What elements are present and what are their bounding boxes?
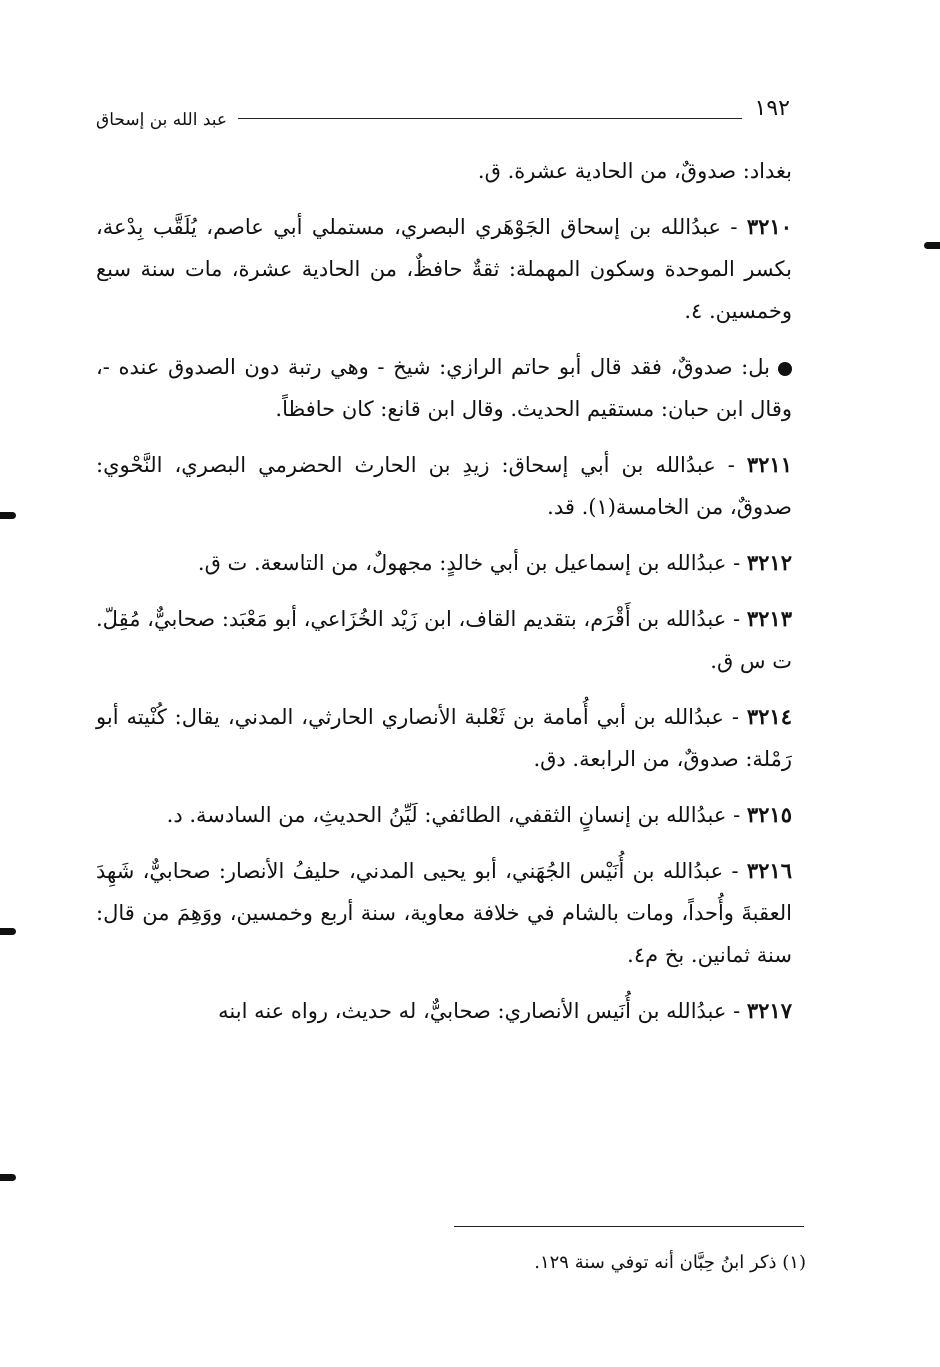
entry-paragraph xyxy=(96,794,792,836)
footnote: (١) ذكر ابنُ حِبَّان أنه توفي سنة ١٢٩. xyxy=(534,1252,806,1273)
margin-mark xyxy=(0,928,16,935)
paragraph-text: - عبدُالله بن إنسانٍ الثقفي، الطائفي: لَيِّنُ الحديثِ، من السادسة. د. xyxy=(166,803,747,827)
entry-number: ٣٢١٢ xyxy=(746,550,792,575)
entry-paragraph xyxy=(96,696,792,780)
running-title: عبد الله بن إسحاق xyxy=(96,110,228,130)
margin-mark xyxy=(0,512,16,519)
page-number: ١٩٢ xyxy=(754,96,790,121)
entry-number: ٣٢١١ xyxy=(746,452,792,477)
entry-number: ٣٢١٥ xyxy=(746,802,792,827)
paragraph-text: - عبدُالله بن إسحاق الجَوْهَري البصري، مستملي أبي عاصم، يُلَقَّب بِدْعة، بكسر الموحدة وسكون المهملة: ثقةٌ حافظٌ، من الحادية عشرة، مات سنة سبع وخمسين. ٤. xyxy=(96,215,792,323)
paragraph-text: بل: صدوقٌ، فقد قال أبو حاتم الرازي: شيخ - وهي رتبة دون الصدوق عنده -، وقال ابن حبان: مستقيم الحديث. وقال ابن قانع: كان حافظاً. xyxy=(96,355,792,421)
entry-number: ٣٢١٤ xyxy=(746,704,792,729)
paragraph-text: - عبدُالله بن أُنَيس الأنصاري: صحابيٌّ، له حديث، رواه عنه ابنه xyxy=(218,999,747,1023)
paragraph-text: - عبدُالله بن أَقْرَم، بتقديم القاف، ابن زَيْد الخُزَاعي، أبو مَعْبَد: صحابيٌّ، مُقِلّ. ت س ق. xyxy=(96,607,792,673)
entry-number: ٣٢١٦ xyxy=(746,858,792,883)
continuation-paragraph xyxy=(96,150,792,192)
footnote-rule xyxy=(454,1226,804,1227)
paragraph-text: - عبدُالله بن إسماعيل بن أبي خالدٍ: مجهولٌ، من التاسعة. ت ق. xyxy=(197,551,747,575)
entry-paragraph xyxy=(96,206,792,332)
entry-number: ٣٢١٠ xyxy=(746,214,792,239)
entry-paragraph xyxy=(96,542,792,584)
page-header xyxy=(96,96,790,136)
remark-paragraph xyxy=(96,346,792,430)
paragraph-text: - عبدُالله بن أبي أُمامة بن ثَعْلبة الأنصاري الحارثي، المدني، يقال: كُنْيته أبو رَمْلة: صدوقٌ، من الرابعة. دق. xyxy=(96,705,792,771)
bullet-icon xyxy=(778,362,792,376)
header-rule xyxy=(238,118,742,119)
paragraph-text: - عبدُالله بن أبي إسحاق: زيدِ بن الحارث الحضرمي البصري، النَّحْوي: صدوقٌ، من الخامسة(١). قد. xyxy=(96,453,792,519)
paragraph-text: بغداد: صدوقٌ، من الحادية عشرة. ق. xyxy=(477,159,792,183)
margin-mark xyxy=(924,242,940,249)
entry-paragraph xyxy=(96,850,792,976)
entry-paragraph xyxy=(96,444,792,528)
entry-number: ٣٢١٣ xyxy=(746,606,792,631)
page-body xyxy=(96,150,792,1046)
entry-paragraph xyxy=(96,990,792,1032)
entry-paragraph xyxy=(96,598,792,682)
paragraph-text: - عبدُالله بن أُنَيْس الجُهَني، أبو يحيى المدني، حليفُ الأنصار: صحابيٌّ، شَهِدَ العقبةَ وأُحداً، ومات بالشام في خلافة معاوية، سنة أربع وخمسين، ووَهِمَ من قال: سنة ثمانين. بخ م٤. xyxy=(96,859,792,967)
entry-number: ٣٢١٧ xyxy=(746,998,792,1023)
margin-mark xyxy=(0,1174,16,1181)
